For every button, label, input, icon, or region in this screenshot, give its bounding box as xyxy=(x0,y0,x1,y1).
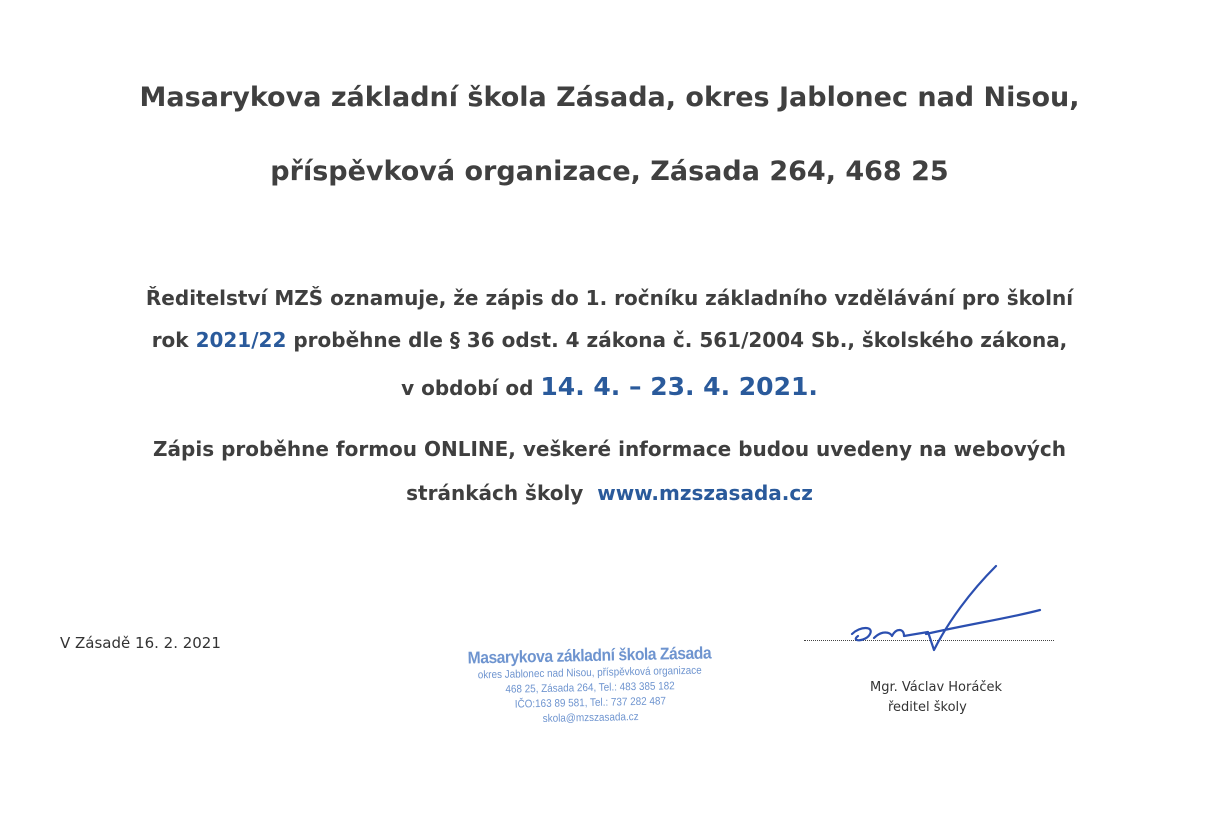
announcement-line3 xyxy=(0,372,1219,401)
stamp-title: Masarykova základní škola Zásada xyxy=(467,643,712,668)
school-name-line1: Masarykova základní škola Zásada, okres Jablonec nad Nisou, xyxy=(139,82,1080,113)
online-line1: Zápis proběhne formou ONLINE, veškeré informace budou uvedeny na webových xyxy=(153,437,1066,461)
announcement-line2 xyxy=(0,328,1219,352)
school-year: 2021/22 xyxy=(195,328,287,352)
stamp-line: okres Jablonec nad Nisou, příspěvková organizace xyxy=(477,664,702,682)
school-name-line2: příspěvková organizace, Zásada 264, 468 25 xyxy=(270,156,949,187)
stamp-line: skola@mzszasada.cz xyxy=(542,710,639,725)
stamp-line: IČO:163 89 581, Tel.: 737 282 487 xyxy=(514,695,667,711)
announcement-line3-prefix: v období od xyxy=(401,376,541,400)
website-link[interactable]: www.mzszasada.cz xyxy=(597,481,813,505)
school-stamp xyxy=(449,643,731,729)
signer-name: Mgr. Václav Horáček xyxy=(870,680,1002,695)
announcement-line2-suffix: proběhne dle § 36 odst. 4 zákona č. 561/2004 Sb., školského zákona, xyxy=(286,328,1068,352)
stamp-line: 468 25, Zásada 264, Tel.: 483 385 182 xyxy=(505,680,675,696)
online-line2 xyxy=(0,481,1219,505)
signer-role: ředitel školy xyxy=(888,700,967,715)
signature-mark xyxy=(830,562,1060,662)
online-line2-prefix: stránkách školy xyxy=(406,481,598,505)
enrollment-period: 14. 4. – 23. 4. 2021. xyxy=(540,372,818,401)
announcement-line1: Ředitelství MZŠ oznamuje, že zápis do 1. ročníku základního vzdělávání pro školní xyxy=(145,286,1074,310)
place-date: V Zásadě 16. 2. 2021 xyxy=(60,634,221,652)
announcement-line2-prefix: rok xyxy=(151,328,196,352)
